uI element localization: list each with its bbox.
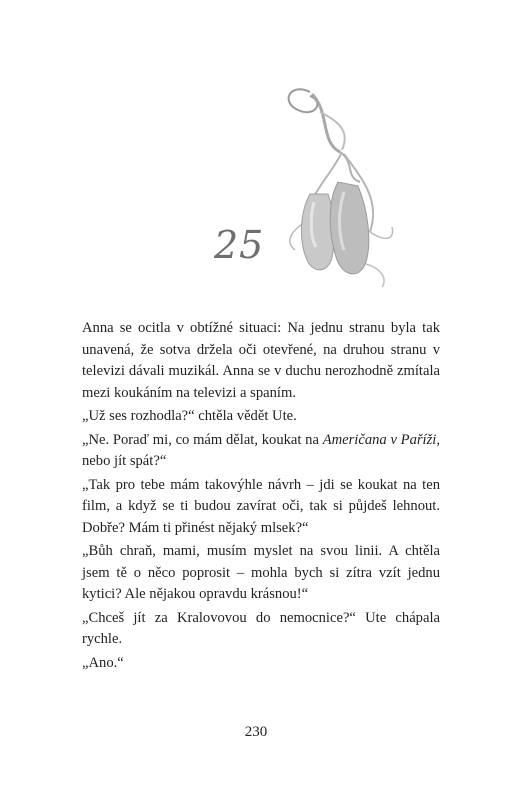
paragraph: „Tak pro tebe mám takovýhle návrh – jdi se koukat na ten film, a když se ti budou zavírat oči, tak si půjdeš lehnout. Dobře? Mám ti přinést nějaký mlsek?“ — [82, 476, 440, 536]
film-title: Američana v Paříži — [322, 431, 437, 448]
ballet-shoes-icon — [270, 82, 400, 292]
body-text — [82, 318, 440, 674]
paragraph: „Bůh chraň, mami, musím myslet na svou linii. A chtěla jsem tě o něco poprosit – mohla bych si zítra vzít jednu kytici? Ale nějakou opravdu krásnou!“ — [82, 543, 440, 602]
paragraph: „Už ses rozhodla?“ chtěla vědět Ute. — [82, 408, 297, 424]
page-number: 230 — [244, 724, 268, 740]
paragraph: „Chceš jít za Kralovovou do nemocnice?“ Ute chápala rychle. — [82, 609, 440, 647]
paragraph-text: , nebo jít spát?“ — [82, 431, 440, 469]
paragraph: Anna se ocitla v obtížné situaci: Na jednu stranu byla tak unavená, že sotva držela oči otevřené, na druhou stranu v televizi dávali muzikál. Anna se v duchu nerozhodně zmítala mezi koukáním na televizi a spaním. — [82, 320, 440, 401]
paragraph: „Ano.“ — [82, 654, 124, 671]
chapter-number: 25 — [214, 223, 265, 267]
paragraph-text: „Ne. Poraď mi, co mám dělat, koukat na — [82, 431, 323, 448]
paragraph — [82, 430, 440, 473]
